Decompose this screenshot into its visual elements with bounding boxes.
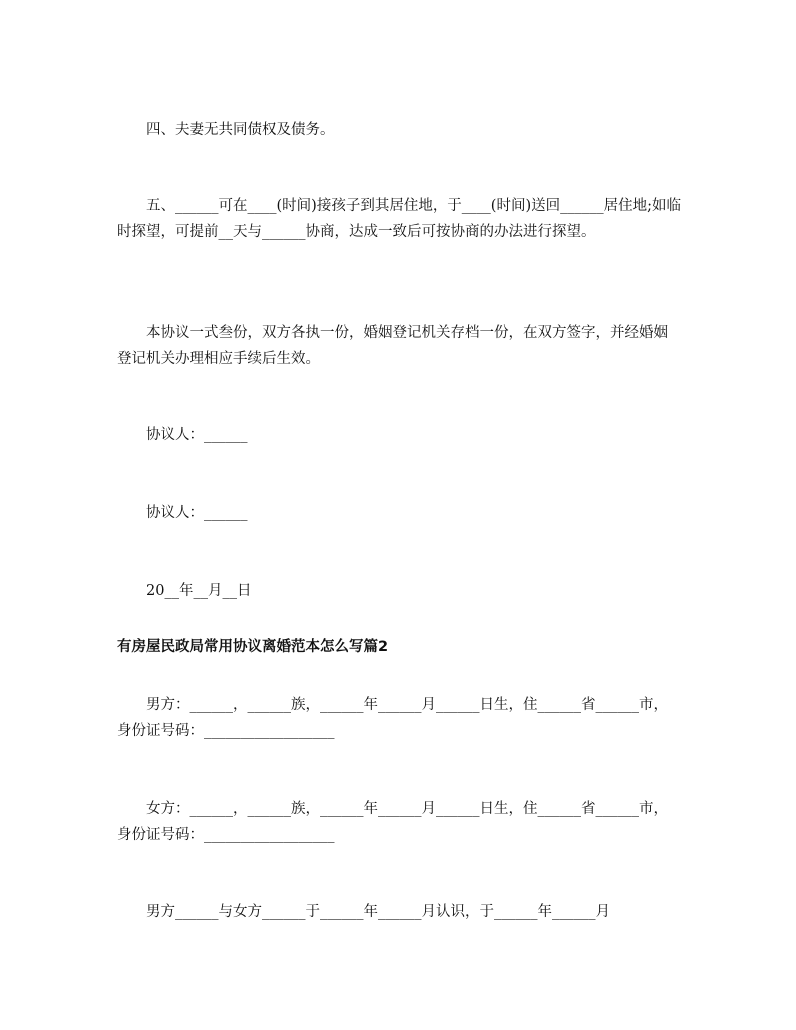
- signer-line-1: 协议人：______: [117, 427, 248, 443]
- copies-clause: 本协议一式叁份，双方各执一份，婚姻登记机关存档一份，在双方签字，并经婚姻登记机关办理相应手续后生效。: [117, 325, 668, 367]
- meeting-info: 男方______与女方______于______年______月认识，于______年______月: [117, 904, 610, 920]
- female-info: 女方：______，______族，______年______月______日生，住______省______市，身份证号码：__________________: [117, 801, 668, 843]
- date-line: 20__年__月__日: [117, 583, 252, 599]
- section-heading: 有房屋民政局常用协议离婚范本怎么写篇2: [117, 639, 389, 655]
- clause-four: 四、夫妻无共同债权及债务。: [117, 122, 335, 138]
- clause-five: 五、______可在____(时间)接孩子到其居住地，于____(时间)送回______居住地;如临时探望，可提前__天与______协商，达成一致后可按协商的办法进行探望。: [117, 198, 682, 240]
- signer-line-2: 协议人：______: [117, 505, 248, 521]
- male-info: 男方：______，______族，______年______月______日生，住______省______市，身份证号码：__________________: [117, 697, 668, 739]
